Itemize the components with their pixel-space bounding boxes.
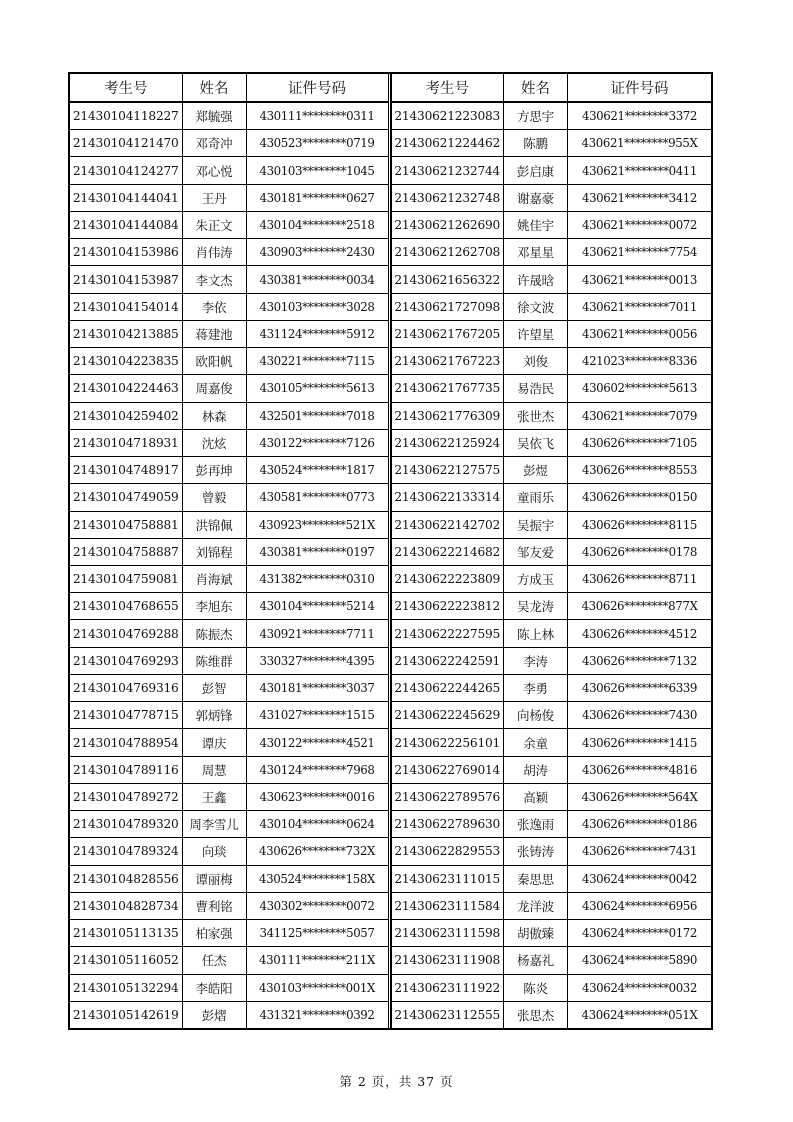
exam-number-cell: 21430623111598	[392, 920, 504, 947]
id-number-cell: 430581********0773	[246, 484, 388, 511]
exam-number-cell: 21430104144041	[70, 184, 182, 211]
exam-number-cell: 21430622142702	[392, 511, 504, 538]
name-cell: 龙洋波	[504, 892, 568, 919]
exam-number-cell: 21430104769288	[70, 620, 182, 647]
id-number-cell: 430621********0411	[568, 157, 712, 184]
id-number-cell: 430626********6339	[568, 674, 712, 701]
id-number-cell: 431124********5912	[246, 320, 388, 347]
exam-number-cell: 21430621262690	[392, 211, 504, 238]
exam-number-cell: 21430104144084	[70, 211, 182, 238]
id-number-cell: 430105********5613	[246, 375, 388, 402]
id-number-cell: 430103********001X	[246, 974, 388, 1001]
id-number-cell: 430103********1045	[246, 157, 388, 184]
exam-number-cell: 21430622125924	[392, 429, 504, 456]
exam-number-cell: 21430622789630	[392, 811, 504, 838]
name-cell: 李文杰	[182, 266, 246, 293]
name-cell: 陈鹏	[504, 130, 568, 157]
header-row	[392, 74, 712, 102]
table-row	[392, 811, 712, 838]
name-cell: 陈上林	[504, 620, 568, 647]
table-row	[392, 620, 712, 647]
table-row	[392, 865, 712, 892]
id-number-cell: 430923********521X	[246, 511, 388, 538]
exam-number-cell: 21430104759081	[70, 565, 182, 592]
table-row	[392, 102, 712, 130]
table-row	[392, 157, 712, 184]
name-cell: 朱正文	[182, 211, 246, 238]
table-row	[392, 184, 712, 211]
name-cell: 徐文波	[504, 293, 568, 320]
table-row	[392, 920, 712, 947]
exam-number-cell: 21430104259402	[70, 402, 182, 429]
name-cell: 李皓阳	[182, 974, 246, 1001]
exam-number-cell: 21430621776309	[392, 402, 504, 429]
exam-number-cell: 21430104769293	[70, 647, 182, 674]
exam-number-cell: 21430622829553	[392, 838, 504, 865]
name-cell: 谭丽梅	[182, 865, 246, 892]
exam-number-cell: 21430623111584	[392, 892, 504, 919]
id-number-cell: 430302********0072	[246, 892, 388, 919]
exam-number-cell: 21430104213885	[70, 320, 182, 347]
table-row	[70, 838, 388, 865]
id-number-cell: 430621********0056	[568, 320, 712, 347]
header-name: 姓名	[182, 74, 246, 102]
name-cell: 吴振宇	[504, 511, 568, 538]
name-cell: 邓星星	[504, 239, 568, 266]
table-row	[392, 593, 712, 620]
name-cell: 谢嘉豪	[504, 184, 568, 211]
candidate-table-right	[390, 74, 712, 1028]
id-number-cell: 430621********7079	[568, 402, 712, 429]
name-cell: 易浩民	[504, 375, 568, 402]
name-cell: 邓奇冲	[182, 130, 246, 157]
table-row	[70, 1001, 388, 1028]
id-number-cell: 430624********0042	[568, 865, 712, 892]
id-number-cell: 430104********2518	[246, 211, 388, 238]
exam-number-cell: 21430104758887	[70, 538, 182, 565]
name-cell: 郑毓强	[182, 102, 246, 130]
table-row	[70, 429, 388, 456]
exam-number-cell: 21430622242591	[392, 647, 504, 674]
name-cell: 蒋建池	[182, 320, 246, 347]
exam-number-cell: 21430623111922	[392, 974, 504, 1001]
id-number-cell: 430111********211X	[246, 947, 388, 974]
exam-number-cell: 21430104153987	[70, 266, 182, 293]
id-number-cell: 430124********7968	[246, 756, 388, 783]
table-row	[70, 102, 388, 130]
table-row	[70, 293, 388, 320]
candidate-list	[68, 72, 713, 1030]
id-number-cell: 430626********8711	[568, 565, 712, 592]
table-row	[70, 538, 388, 565]
name-cell: 方成玉	[504, 565, 568, 592]
id-number-cell: 430623********0016	[246, 783, 388, 810]
name-cell: 张世杰	[504, 402, 568, 429]
exam-number-cell: 21430622133314	[392, 484, 504, 511]
header-name: 姓名	[504, 74, 568, 102]
table-row	[392, 674, 712, 701]
name-cell: 张思杰	[504, 1001, 568, 1028]
exam-number-cell: 21430623112555	[392, 1001, 504, 1028]
table-row	[392, 892, 712, 919]
id-number-cell: 430624********6956	[568, 892, 712, 919]
id-number-cell: 430523********0719	[246, 130, 388, 157]
exam-number-cell: 21430105113135	[70, 920, 182, 947]
exam-number-cell: 21430104828556	[70, 865, 182, 892]
table-row	[392, 266, 712, 293]
id-number-cell: 430381********0034	[246, 266, 388, 293]
name-cell: 柏家强	[182, 920, 246, 947]
table-row	[392, 729, 712, 756]
id-number-cell: 430103********3028	[246, 293, 388, 320]
header-exam-number: 考生号	[392, 74, 504, 102]
id-number-cell: 430621********7011	[568, 293, 712, 320]
exam-number-cell: 21430622127575	[392, 457, 504, 484]
name-cell: 郭炳锋	[182, 702, 246, 729]
exam-number-cell: 21430104788954	[70, 729, 182, 756]
table-row	[70, 674, 388, 701]
table-left	[70, 74, 388, 1028]
table-row	[70, 811, 388, 838]
id-number-cell: 430122********7126	[246, 429, 388, 456]
id-number-cell: 430626********7132	[568, 647, 712, 674]
id-number-cell: 430626********7105	[568, 429, 712, 456]
id-number-cell: 430524********1817	[246, 457, 388, 484]
table-row	[70, 320, 388, 347]
table-row	[392, 974, 712, 1001]
exam-number-cell: 21430104749059	[70, 484, 182, 511]
exam-number-cell: 21430104789116	[70, 756, 182, 783]
table-row	[392, 320, 712, 347]
id-number-cell: 430626********8115	[568, 511, 712, 538]
table-row	[392, 293, 712, 320]
exam-number-cell: 21430623111015	[392, 865, 504, 892]
exam-number-cell: 21430104789324	[70, 838, 182, 865]
exam-number-cell: 21430104121470	[70, 130, 182, 157]
id-number-cell: 430111********0311	[246, 102, 388, 130]
table-row	[70, 484, 388, 511]
name-cell: 刘锦程	[182, 538, 246, 565]
exam-number-cell: 21430104154014	[70, 293, 182, 320]
exam-number-cell: 21430104718931	[70, 429, 182, 456]
name-cell: 李旭东	[182, 593, 246, 620]
exam-number-cell: 21430621767205	[392, 320, 504, 347]
table-row	[392, 783, 712, 810]
name-cell: 吴龙涛	[504, 593, 568, 620]
exam-number-cell: 21430104153986	[70, 239, 182, 266]
id-number-cell: 431382********0310	[246, 565, 388, 592]
exam-number-cell: 21430621767735	[392, 375, 504, 402]
id-number-cell: 430602********5613	[568, 375, 712, 402]
table-row	[70, 729, 388, 756]
exam-number-cell: 21430622214682	[392, 538, 504, 565]
table-row	[392, 429, 712, 456]
table-row	[392, 647, 712, 674]
name-cell: 高颖	[504, 783, 568, 810]
name-cell: 童雨乐	[504, 484, 568, 511]
name-cell: 刘俊	[504, 348, 568, 375]
name-cell: 邹友爱	[504, 538, 568, 565]
exam-number-cell: 21430104224463	[70, 375, 182, 402]
name-cell: 余童	[504, 729, 568, 756]
table-row	[392, 1001, 712, 1028]
name-cell: 秦思思	[504, 865, 568, 892]
name-cell: 曹利铭	[182, 892, 246, 919]
table-row	[392, 130, 712, 157]
table-row	[70, 783, 388, 810]
table-row	[392, 702, 712, 729]
exam-number-cell: 21430104124277	[70, 157, 182, 184]
id-number-cell: 430626********4816	[568, 756, 712, 783]
table-row	[392, 348, 712, 375]
table-row	[70, 348, 388, 375]
id-number-cell: 430104********0624	[246, 811, 388, 838]
id-number-cell: 430181********3037	[246, 674, 388, 701]
table-row	[70, 184, 388, 211]
exam-number-cell: 21430621224462	[392, 130, 504, 157]
id-number-cell: 430903********2430	[246, 239, 388, 266]
table-row	[70, 375, 388, 402]
table-row	[392, 457, 712, 484]
name-cell: 向琰	[182, 838, 246, 865]
exam-number-cell: 21430621656322	[392, 266, 504, 293]
id-number-cell: 430621********0013	[568, 266, 712, 293]
name-cell: 杨嘉礼	[504, 947, 568, 974]
id-number-cell: 330327********4395	[246, 647, 388, 674]
id-number-cell: 430626********7431	[568, 838, 712, 865]
table-row	[70, 211, 388, 238]
table-row	[392, 211, 712, 238]
exam-number-cell: 21430104748917	[70, 457, 182, 484]
exam-number-cell: 21430105132294	[70, 974, 182, 1001]
exam-number-cell: 21430104223835	[70, 348, 182, 375]
table-row	[70, 702, 388, 729]
table-row	[392, 239, 712, 266]
id-number-cell: 430621********7754	[568, 239, 712, 266]
name-cell: 王鑫	[182, 783, 246, 810]
table-row	[70, 892, 388, 919]
name-cell: 沈炫	[182, 429, 246, 456]
table-row	[392, 565, 712, 592]
name-cell: 谭庆	[182, 729, 246, 756]
table-row	[70, 593, 388, 620]
name-cell: 欧阳帆	[182, 348, 246, 375]
candidate-table-left	[70, 74, 389, 1028]
exam-number-cell: 21430622223812	[392, 593, 504, 620]
name-cell: 洪锦佩	[182, 511, 246, 538]
id-number-cell: 430621********3372	[568, 102, 712, 130]
table-row	[70, 865, 388, 892]
name-cell: 王丹	[182, 184, 246, 211]
id-number-cell: 430626********4512	[568, 620, 712, 647]
exam-number-cell: 21430621262708	[392, 239, 504, 266]
name-cell: 肖海斌	[182, 565, 246, 592]
id-number-cell: 430624********5890	[568, 947, 712, 974]
table-row	[392, 375, 712, 402]
id-number-cell: 430221********7115	[246, 348, 388, 375]
id-number-cell: 430626********564X	[568, 783, 712, 810]
id-number-cell: 430921********7711	[246, 620, 388, 647]
exam-number-cell: 21430104769316	[70, 674, 182, 701]
id-number-cell: 430626********0150	[568, 484, 712, 511]
id-number-cell: 430624********051X	[568, 1001, 712, 1028]
id-number-cell: 431027********1515	[246, 702, 388, 729]
name-cell: 周慧	[182, 756, 246, 783]
exam-number-cell: 21430104118227	[70, 102, 182, 130]
name-cell: 张铸涛	[504, 838, 568, 865]
header-exam-number: 考生号	[70, 74, 182, 102]
name-cell: 彭智	[182, 674, 246, 701]
exam-number-cell: 21430105116052	[70, 947, 182, 974]
name-cell: 林森	[182, 402, 246, 429]
name-cell: 许晟晗	[504, 266, 568, 293]
name-cell: 周嘉俊	[182, 375, 246, 402]
table-row	[70, 457, 388, 484]
exam-number-cell: 21430622223809	[392, 565, 504, 592]
id-number-cell: 430181********0627	[246, 184, 388, 211]
id-number-cell: 430104********5214	[246, 593, 388, 620]
name-cell: 方思宇	[504, 102, 568, 130]
exam-number-cell: 21430104778715	[70, 702, 182, 729]
id-number-cell: 430626********877X	[568, 593, 712, 620]
table-row	[70, 920, 388, 947]
table-row	[70, 947, 388, 974]
table-row	[70, 130, 388, 157]
exam-number-cell: 21430622769014	[392, 756, 504, 783]
name-cell: 吴依飞	[504, 429, 568, 456]
exam-number-cell: 21430622244265	[392, 674, 504, 701]
id-number-cell: 430381********0197	[246, 538, 388, 565]
id-number-cell: 430626********7430	[568, 702, 712, 729]
name-cell: 胡涛	[504, 756, 568, 783]
table-row	[70, 756, 388, 783]
name-cell: 肖伟涛	[182, 239, 246, 266]
table-row	[70, 620, 388, 647]
name-cell: 彭启康	[504, 157, 568, 184]
table-row	[70, 402, 388, 429]
exam-number-cell: 21430622227595	[392, 620, 504, 647]
table-row	[392, 402, 712, 429]
exam-number-cell: 21430623111908	[392, 947, 504, 974]
table-row	[392, 484, 712, 511]
name-cell: 邓心悦	[182, 157, 246, 184]
id-number-cell: 430621********3412	[568, 184, 712, 211]
header-row	[70, 74, 388, 102]
name-cell: 彭再坤	[182, 457, 246, 484]
id-number-cell: 430626********0178	[568, 538, 712, 565]
page-number: 第 2 页，共 37 页	[339, 1074, 454, 1089]
header-id-number: 证件号码	[568, 74, 712, 102]
table-row	[70, 974, 388, 1001]
id-number-cell: 430122********4521	[246, 729, 388, 756]
name-cell: 向杨俊	[504, 702, 568, 729]
table-row	[70, 239, 388, 266]
name-cell: 彭煜	[504, 457, 568, 484]
exam-number-cell: 21430104789320	[70, 811, 182, 838]
id-number-cell: 430626********732X	[246, 838, 388, 865]
name-cell: 许望星	[504, 320, 568, 347]
id-number-cell: 430626********0186	[568, 811, 712, 838]
exam-number-cell: 21430104758881	[70, 511, 182, 538]
name-cell: 李涛	[504, 647, 568, 674]
id-number-cell: 430621********955X	[568, 130, 712, 157]
header-id-number: 证件号码	[246, 74, 388, 102]
table-row	[70, 511, 388, 538]
table-row	[392, 538, 712, 565]
id-number-cell: 430626********1415	[568, 729, 712, 756]
table-row	[392, 838, 712, 865]
name-cell: 陈维群	[182, 647, 246, 674]
id-number-cell: 430624********0032	[568, 974, 712, 1001]
exam-number-cell: 21430622789576	[392, 783, 504, 810]
exam-number-cell: 21430621232744	[392, 157, 504, 184]
exam-number-cell: 21430621232748	[392, 184, 504, 211]
name-cell: 李依	[182, 293, 246, 320]
id-number-cell: 430621********0072	[568, 211, 712, 238]
exam-number-cell: 21430622245629	[392, 702, 504, 729]
table-row	[392, 511, 712, 538]
id-number-cell: 430624********0172	[568, 920, 712, 947]
name-cell: 李勇	[504, 674, 568, 701]
exam-number-cell: 21430104828734	[70, 892, 182, 919]
id-number-cell: 430626********8553	[568, 457, 712, 484]
name-cell: 彭熠	[182, 1001, 246, 1028]
table-right	[392, 74, 712, 1028]
name-cell: 胡傲臻	[504, 920, 568, 947]
name-cell: 曾毅	[182, 484, 246, 511]
exam-number-cell: 21430622256101	[392, 729, 504, 756]
id-number-cell: 341125********5057	[246, 920, 388, 947]
table-row	[70, 157, 388, 184]
exam-number-cell: 21430105142619	[70, 1001, 182, 1028]
id-number-cell: 431321********0392	[246, 1001, 388, 1028]
table-row	[392, 947, 712, 974]
table-row	[70, 266, 388, 293]
id-number-cell: 421023********8336	[568, 348, 712, 375]
table-row	[70, 647, 388, 674]
exam-number-cell: 21430621767223	[392, 348, 504, 375]
name-cell: 任杰	[182, 947, 246, 974]
exam-number-cell: 21430621727098	[392, 293, 504, 320]
name-cell: 姚佳宇	[504, 211, 568, 238]
id-number-cell: 432501********7018	[246, 402, 388, 429]
exam-number-cell: 21430104768655	[70, 593, 182, 620]
exam-number-cell: 21430621223083	[392, 102, 504, 130]
table-row	[70, 565, 388, 592]
name-cell: 陈炎	[504, 974, 568, 1001]
exam-number-cell: 21430104789272	[70, 783, 182, 810]
name-cell: 陈振杰	[182, 620, 246, 647]
name-cell: 张逸雨	[504, 811, 568, 838]
id-number-cell: 430524********158X	[246, 865, 388, 892]
name-cell: 周李雪儿	[182, 811, 246, 838]
table-row	[392, 756, 712, 783]
